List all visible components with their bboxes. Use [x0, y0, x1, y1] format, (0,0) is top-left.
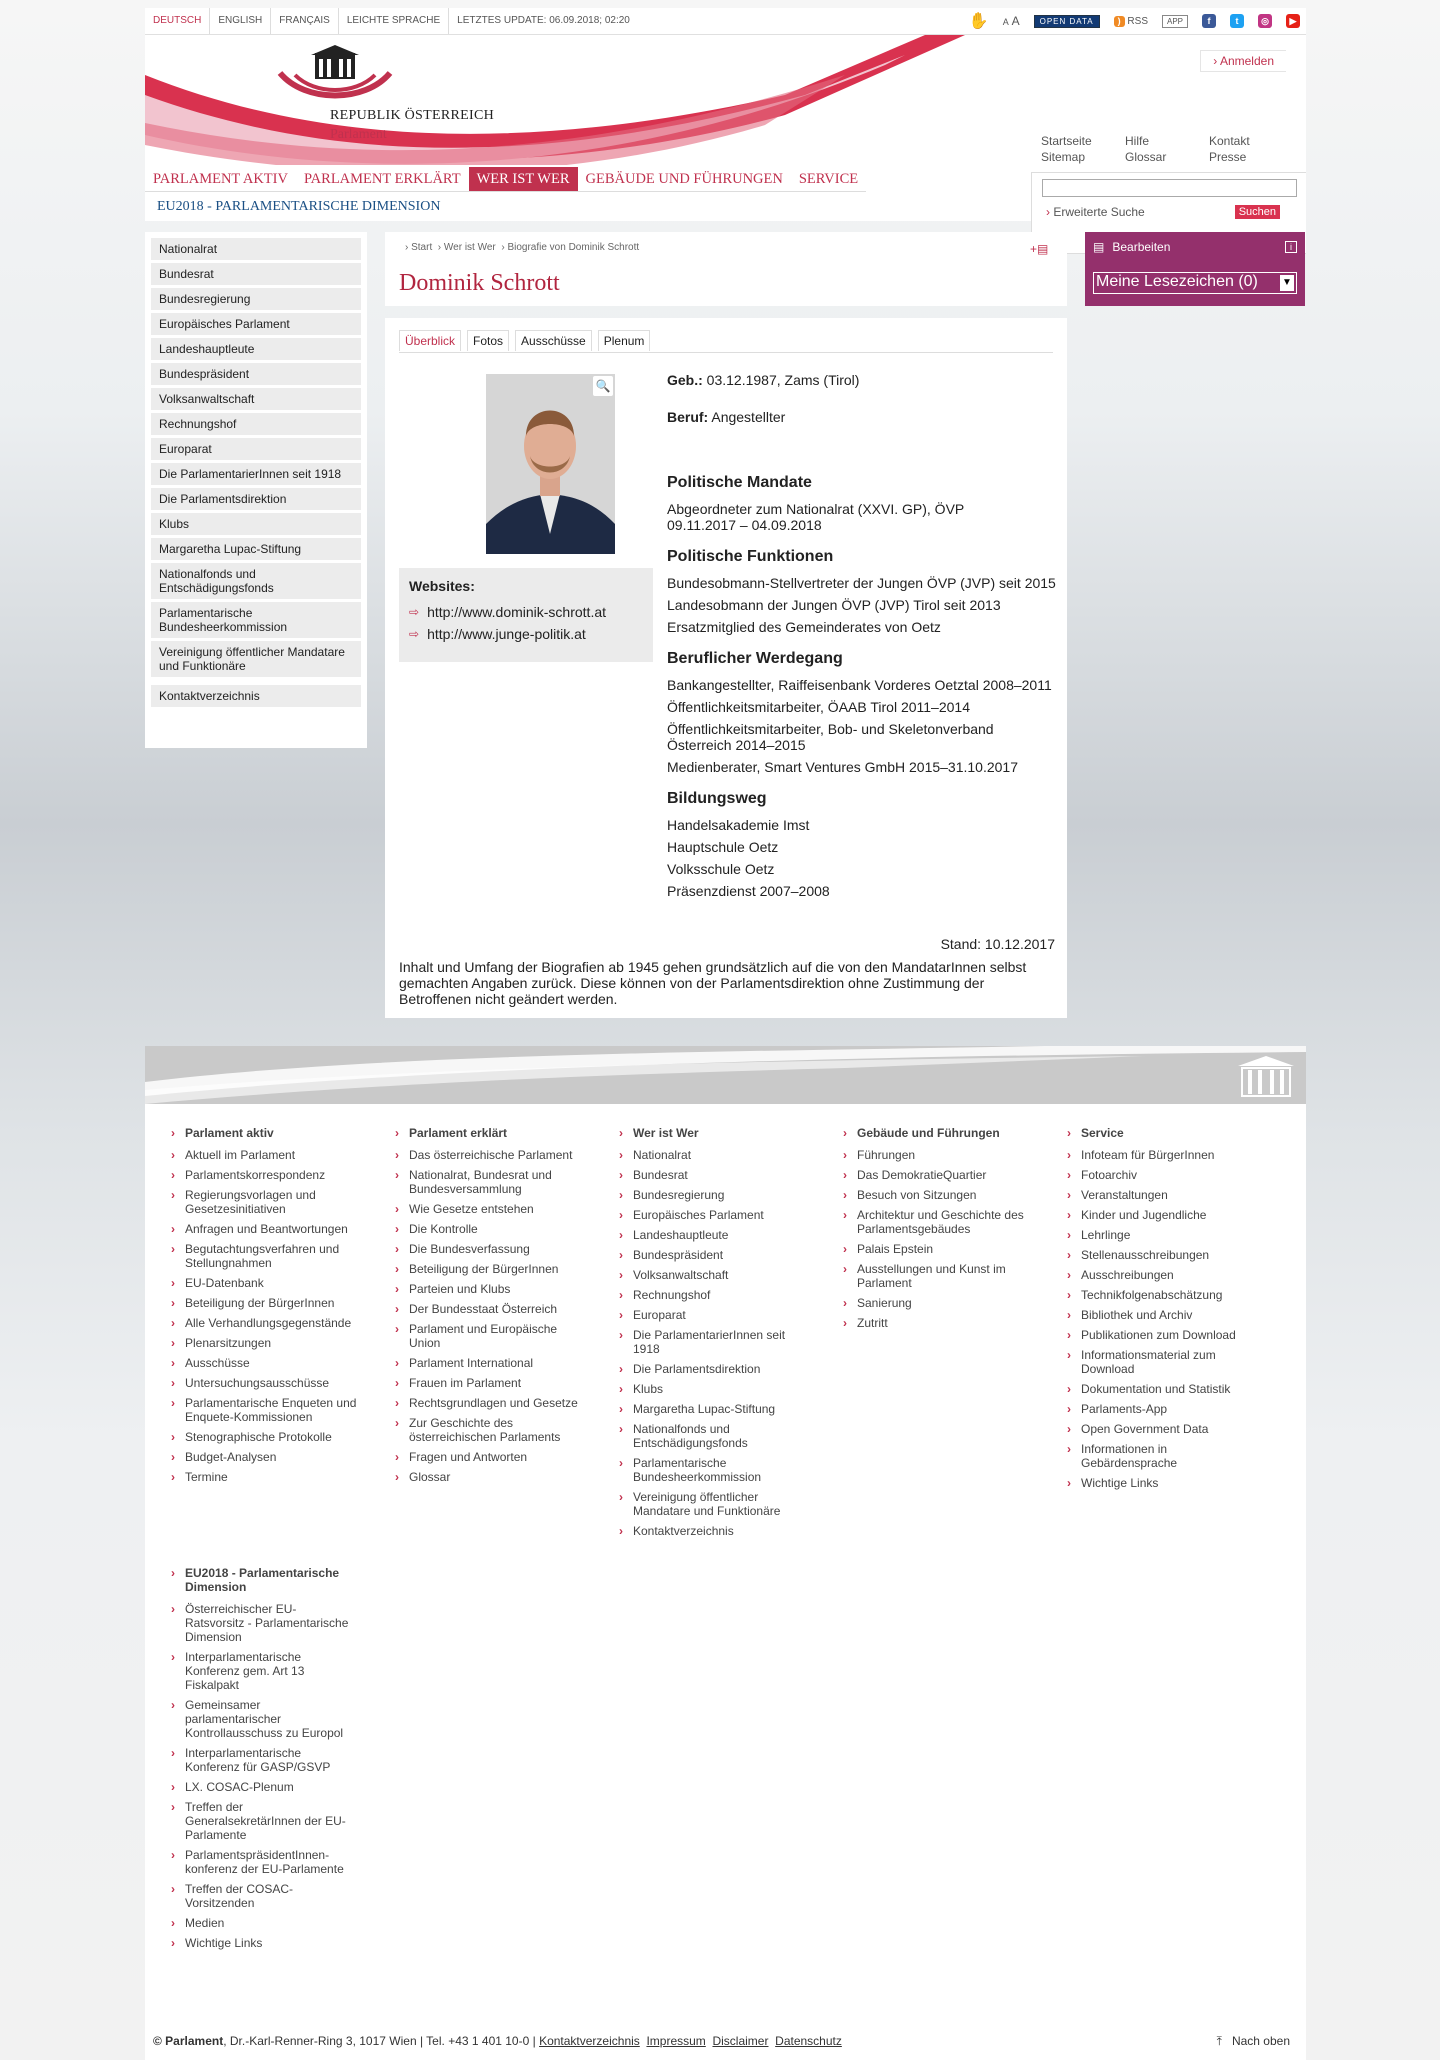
brand-title: REPUBLIK ÖSTERREICH — [330, 108, 494, 123]
search-input[interactable] — [1042, 179, 1297, 197]
app-link[interactable]: APP — [1162, 15, 1188, 28]
footer-link-disclaimer[interactable]: Disclaimer — [712, 2034, 769, 2048]
nav-gebaeude-fuehrungen[interactable]: GEBÄUDE UND FÜHRUNGEN — [585, 171, 783, 187]
footer-link-kontaktverzeichnis[interactable]: Kontaktverzeichnis — [539, 2034, 640, 2048]
footer-link[interactable]: › Open Government Data — [1061, 1422, 1261, 1436]
info-icon[interactable]: i — [1285, 241, 1297, 253]
footer-link[interactable]: › Parlament International — [389, 1356, 589, 1370]
address: , Dr.-Karl-Renner-Ring 3, 1017 Wien | Tel. +43 1 401 10-0 | — [223, 2034, 536, 2048]
sidebar-item-vereinigung[interactable]: Vereinigung öffentlicher Mandatare und Funktionäre — [151, 641, 361, 677]
sidebar-item-parlamentsdirektion[interactable]: Die Parlamentsdirektion — [151, 488, 361, 510]
portrait-photo[interactable] — [486, 374, 615, 554]
main-navigation — [145, 167, 866, 192]
birth-value: 03.12.1987, Zams (Tirol) — [706, 372, 860, 388]
section-heading: Beruflicher Werdegang — [667, 650, 843, 667]
font-small-button[interactable]: A — [1002, 17, 1009, 27]
rss-icon: ) — [1114, 16, 1125, 27]
lang-deutsch[interactable]: DEUTSCH — [145, 8, 210, 34]
lang-leichte-sprache[interactable]: LEICHTE SPRACHE — [339, 8, 449, 34]
lang-english[interactable]: ENGLISH — [210, 8, 271, 34]
footer-column — [389, 1126, 589, 1490]
job-label: Beruf: — [667, 409, 709, 425]
copyright: © Parlament — [153, 2034, 224, 2048]
sidebar-item-klubs[interactable]: Klubs — [151, 513, 361, 535]
login-link[interactable] — [1200, 50, 1286, 72]
footer-link[interactable]: › Landeshauptleute — [613, 1228, 813, 1242]
footer-link[interactable]: › ParlamentspräsidentInnen-konferenz der EU-Parlamente — [165, 1848, 355, 1876]
sidebar-item-volksanwaltschaft[interactable]: Volksanwaltschaft — [151, 388, 361, 410]
footer-column-eu2018 — [165, 1566, 355, 1956]
chevron-right-icon: › — [1213, 54, 1218, 68]
job-info — [667, 409, 1059, 425]
section-heading: Bildungsweg — [667, 790, 767, 807]
external-link-icon: ⇨ — [409, 605, 420, 619]
birth-info — [667, 372, 1059, 388]
sidebar-item-europaeisches-parlament[interactable]: Europäisches Parlament — [151, 313, 361, 335]
tab-ausschuesse[interactable]: Ausschüsse — [515, 330, 592, 351]
nav-parlament-erklaert[interactable]: PARLAMENT ERKLÄRT — [303, 171, 461, 187]
websites-heading: Websites: — [409, 578, 475, 594]
sidebar-item-rechnungshof[interactable]: Rechnungshof — [151, 413, 361, 435]
brand-subtitle: Parlament — [330, 127, 387, 142]
footer-link[interactable]: › Ausstellungen und Kunst im Parlament — [837, 1262, 1037, 1290]
login-label: Anmelden — [1219, 54, 1274, 68]
nav-eu2018[interactable]: EU2018 - PARLAMENTARISCHE DIMENSION — [157, 199, 441, 214]
quick-links — [1041, 133, 1293, 165]
footer-link[interactable]: › Informationsmaterial zum Download — [1061, 1348, 1261, 1376]
footer-link[interactable]: › Fotoarchiv — [1061, 1168, 1261, 1182]
job-value: Angestellter — [711, 409, 786, 425]
zoom-icon[interactable]: 🔍 — [593, 376, 613, 396]
parliament-logo-icon — [275, 43, 395, 113]
footer-link[interactable]: › Wichtige Links — [165, 1936, 355, 1950]
language-switcher — [145, 8, 638, 34]
site-footer — [145, 1046, 1306, 2060]
section-item: Handelsakademie Imst — [667, 817, 810, 833]
footer-link[interactable]: › Termine — [165, 1470, 365, 1484]
top-bar — [145, 8, 1306, 35]
footer-link[interactable]: › Nationalrat — [613, 1148, 813, 1162]
footer-link[interactable]: › Bundesrat — [613, 1168, 813, 1182]
edit-label: Bearbeiten — [1112, 240, 1171, 254]
print-icon[interactable]: +▤ — [1030, 242, 1049, 256]
nav-wer-ist-wer[interactable]: WER IST WER — [469, 167, 578, 191]
open-data-link[interactable]: OPEN DATA — [1034, 15, 1100, 28]
tab-bar — [399, 330, 650, 351]
section-item: Abgeordneter zum Nationalrat (XXVI. GP), ÖVP 09.11.2017 – 04.09.2018 — [667, 501, 964, 533]
breadcrumb: › Start › Wer ist Wer › Biografie von Dominik Schrott — [405, 242, 640, 253]
footer-link[interactable]: › Kinder und Jugendliche — [1061, 1208, 1261, 1222]
footer-link[interactable]: › Aktuell im Parlament — [165, 1148, 365, 1162]
footer-column-heading[interactable]: › Parlament erklärt — [389, 1126, 589, 1140]
sidebar-item-nationalfonds[interactable]: Nationalfonds und Entschädigungsfonds — [151, 563, 361, 599]
footer-link[interactable]: › Die ParlamentarierInnen seit 1918 — [613, 1328, 813, 1356]
twitter-icon[interactable]: t — [1230, 14, 1244, 28]
footer-link[interactable]: › Untersuchungsausschüsse — [165, 1376, 365, 1390]
footer-link[interactable]: › Zur Geschichte des österreichischen Parlaments — [389, 1416, 589, 1444]
footer-link[interactable]: › Beteiligung der BürgerInnen — [165, 1296, 365, 1310]
footer-link[interactable]: › Lehrlinge — [1061, 1228, 1261, 1242]
section-item: Hauptschule Oetz — [667, 839, 779, 855]
footer-link-datenschutz[interactable]: Datenschutz — [775, 2034, 842, 2048]
font-size-controls — [1003, 14, 1020, 28]
footer-link[interactable]: › Sanierung — [837, 1296, 1037, 1310]
biography-note: Inhalt und Umfang der Biografien ab 1945 gehen grundsätzlich auf die von den MandatarInnen selbst gemachten Angaben zurück. Diese können von der Parlamentsdirektion ohne Zustimmung der Betroffenen nicht geändert werden. — [399, 959, 1027, 1007]
link-hilfe[interactable]: Hilfe — [1125, 134, 1150, 148]
sidebar-item-lupac-stiftung[interactable]: Margaretha Lupac-Stiftung — [151, 538, 361, 560]
footer-link[interactable]: › Glossar — [389, 1470, 589, 1484]
section-item: Volksschule Oetz — [667, 861, 775, 877]
edit-link[interactable] — [1093, 238, 1297, 256]
footer-link[interactable]: › Veranstaltungen — [1061, 1188, 1261, 1202]
instagram-icon[interactable]: ◎ — [1258, 14, 1272, 28]
sidebar-item-bundespraesident[interactable]: Bundespräsident — [151, 363, 361, 385]
footer-link[interactable]: › Stellenausschreibungen — [1061, 1248, 1261, 1262]
section-item: Medienberater, Smart Ventures GmbH 2015–31.10.2017 — [667, 759, 1018, 775]
document-icon: ▤ — [1093, 240, 1105, 254]
section-heading: Politische Funktionen — [667, 548, 834, 565]
footer-link[interactable]: › Beteiligung der BürgerInnen — [389, 1262, 589, 1276]
footer-link[interactable]: › Ausschüsse — [165, 1356, 365, 1370]
section-item: Ersatzmitglied des Gemeinderates von Oetz — [667, 619, 941, 635]
footer-column-heading[interactable]: › Service — [1061, 1126, 1261, 1140]
footer-link[interactable]: › Plenarsitzungen — [165, 1336, 365, 1350]
font-large-button[interactable]: A — [1011, 14, 1020, 28]
footer-link[interactable]: › Informationen in Gebärdensprache — [1061, 1442, 1261, 1470]
sidebar-item-kontaktverzeichnis[interactable]: Kontaktverzeichnis — [151, 685, 361, 707]
section-item: Öffentlichkeitsmitarbeiter, Bob- und Skeletonverband Österreich 2014–2015 — [667, 721, 994, 753]
sidebar-item-nationalrat[interactable]: Nationalrat — [151, 238, 361, 260]
external-link-icon: ⇨ — [409, 627, 420, 641]
footer-link[interactable]: › Österreichischer EU-Ratsvorsitz - Parlamentarische Dimension — [165, 1602, 355, 1644]
footer-column-heading[interactable]: › Wer ist Wer — [613, 1126, 813, 1140]
footer-link[interactable]: › Architektur und Geschichte des Parlamentsgebäudes — [837, 1208, 1037, 1236]
link-startseite[interactable]: Startseite — [1041, 134, 1092, 148]
footer-link[interactable]: › Publikationen zum Download — [1061, 1328, 1261, 1342]
section-item: Öffentlichkeitsmitarbeiter, ÖAAB Tirol 2011–2014 — [667, 699, 970, 715]
footer-link[interactable]: › Nationalrat, Bundesrat und Bundesversammlung — [389, 1168, 589, 1196]
sign-language-icon[interactable]: ✋ — [968, 13, 989, 30]
footer-column — [613, 1126, 813, 1544]
footer-link[interactable]: › Treffen der COSAC-Vorsitzenden — [165, 1882, 355, 1910]
footer-link[interactable]: › Bibliothek und Archiv — [1061, 1308, 1261, 1322]
footer-column-heading[interactable]: › Gebäude und Führungen — [837, 1126, 1037, 1140]
footer-link[interactable]: › Bundesregierung — [613, 1188, 813, 1202]
page-title: Dominik Schrott — [399, 270, 560, 296]
website-url: http://www.dominik-schrott.at — [427, 604, 607, 620]
sidebar-item-europarat[interactable]: Europarat — [151, 438, 361, 460]
footer-link[interactable]: › Europäisches Parlament — [613, 1208, 813, 1222]
footer-link[interactable]: › Frauen im Parlament — [389, 1376, 589, 1390]
advanced-search-link[interactable] — [1046, 205, 1145, 219]
sidebar-item-bundesrat[interactable]: Bundesrat — [151, 263, 361, 285]
link-kontakt[interactable]: Kontakt — [1209, 134, 1250, 148]
websites-box — [399, 568, 653, 662]
youtube-icon[interactable]: ▶ — [1286, 14, 1300, 28]
footer-column — [1061, 1126, 1261, 1496]
footer-link[interactable]: › Regierungsvorlagen und Gesetzesinitiativen — [165, 1188, 365, 1216]
footer-link-impressum[interactable]: Impressum — [646, 2034, 706, 2048]
lang-francais[interactable]: FRANÇAIS — [271, 8, 339, 34]
breadcrumb-wer-ist-wer[interactable]: Wer ist Wer — [443, 242, 496, 253]
footer-link[interactable]: › Parlamentarische Enqueten und Enquete-Kommissionen — [165, 1396, 365, 1424]
section-item: Bundesobmann-Stellvertreter der Jungen ÖVP (JVP) seit 2015 — [667, 575, 1056, 591]
footer-column-heading[interactable]: › Parlament aktiv — [165, 1126, 365, 1140]
section-item: Landesobmann der Jungen ÖVP (JVP) Tirol seit 2013 — [667, 597, 1001, 613]
footer-link[interactable]: › Ausschreibungen — [1061, 1268, 1261, 1282]
top-utilities — [969, 8, 1300, 34]
website-url: http://www.junge-politik.at — [427, 626, 586, 642]
sidebar-item-bundesregierung[interactable]: Bundesregierung — [151, 288, 361, 310]
footer-link[interactable]: › Gemeinsamer parlamentarischer Kontrollausschuss zu Europol — [165, 1698, 355, 1740]
tab-divider — [399, 352, 1053, 353]
footer-link[interactable]: › Kontaktverzeichnis — [613, 1524, 813, 1538]
footer-link[interactable]: › Der Bundesstaat Österreich — [389, 1302, 589, 1316]
footer-link[interactable]: › Wie Gesetze entstehen — [389, 1202, 589, 1216]
footer-link[interactable]: › Wichtige Links — [1061, 1476, 1261, 1490]
footer-column-heading[interactable]: › EU2018 - Parlamentarische Dimension — [165, 1566, 355, 1594]
nav-service[interactable]: SERVICE — [798, 171, 859, 187]
user-tools-box — [1085, 232, 1305, 306]
birth-label: Geb.: — [667, 372, 703, 388]
section-heading: Politische Mandate — [667, 474, 812, 491]
footer-link[interactable]: › Klubs — [613, 1382, 813, 1396]
biography-text — [667, 372, 1059, 905]
chevron-down-icon: ▼ — [1280, 275, 1294, 291]
footer-link[interactable]: › Zutritt — [837, 1316, 1037, 1330]
stand-date: Stand: 10.12.2017 — [940, 936, 1055, 952]
footer-link[interactable]: › Die Bundesverfassung — [389, 1242, 589, 1256]
nav-parlament-aktiv[interactable]: PARLAMENT AKTIV — [153, 171, 288, 187]
footer-link[interactable]: › Alle Verhandlungsgegenstände — [165, 1316, 365, 1330]
footer-link[interactable]: › Parlamentskorrespondenz — [165, 1168, 365, 1182]
site-header — [145, 35, 1306, 221]
footer-link[interactable]: › Margaretha Lupac-Stiftung — [613, 1402, 813, 1416]
bookmarks-select[interactable] — [1093, 272, 1297, 294]
footer-link[interactable]: › Technikfolgenabschätzung — [1061, 1288, 1261, 1302]
footer-link[interactable]: › Infoteam für BürgerInnen — [1061, 1148, 1261, 1162]
footer-swoosh-graphic — [145, 1046, 1306, 1104]
rss-label: RSS — [1127, 15, 1148, 27]
footer-link[interactable]: › Dokumentation und Statistik — [1061, 1382, 1261, 1396]
footer-link[interactable]: › Das österreichische Parlament — [389, 1148, 589, 1162]
footer-link[interactable]: › Parlament und Europäische Union — [389, 1322, 589, 1350]
footer-link[interactable]: › LX. COSAC-Plenum — [165, 1780, 355, 1794]
footer-link[interactable]: › Fragen und Antworten — [389, 1450, 589, 1464]
footer-link[interactable]: › Rechtsgrundlagen und Gesetze — [389, 1396, 589, 1410]
footer-link[interactable]: › Nationalfonds und Entschädigungsfonds — [613, 1422, 813, 1450]
website-link[interactable] — [409, 626, 643, 642]
breadcrumb-start[interactable]: Start — [411, 242, 433, 253]
back-to-top-label: Nach oben — [1231, 2034, 1290, 2048]
footer-link[interactable]: › Begutachtungsverfahren und Stellungnahmen — [165, 1242, 365, 1270]
chevron-right-icon: › — [1046, 205, 1050, 219]
link-presse[interactable]: Presse — [1209, 150, 1247, 164]
section-item: Präsenzdienst 2007–2008 — [667, 883, 830, 899]
biography-panel — [385, 318, 1067, 1018]
footer-link[interactable]: › Parteien und Klubs — [389, 1282, 589, 1296]
sidebar-item-bundesheerkommission[interactable]: Parlamentarische Bundesheerkommission — [151, 602, 361, 638]
rss-link[interactable] — [1114, 16, 1148, 27]
search-button[interactable]: Suchen — [1235, 205, 1280, 219]
footer-link[interactable]: › Interparlamentarische Konferenz für GASP/GSVP — [165, 1746, 355, 1774]
bookmarks-label: Meine Lesezeichen (0) — [1096, 273, 1258, 290]
tab-fotos[interactable]: Fotos — [467, 330, 509, 351]
back-to-top-link[interactable] — [1217, 2034, 1290, 2049]
footer-link[interactable]: › Führungen — [837, 1148, 1037, 1162]
footer-link[interactable]: › Vereinigung öffentlicher Mandatare und Funktionäre — [613, 1490, 813, 1518]
footer-link[interactable]: › Parlaments-App — [1061, 1402, 1261, 1416]
footer-link[interactable]: › Das DemokratieQuartier — [837, 1168, 1037, 1182]
section-item: Bankangestellter, Raiffeisenbank Vorderes Oetztal 2008–2011 — [667, 677, 1052, 693]
footer-link[interactable]: › Medien — [165, 1916, 355, 1930]
advanced-search-label: Erweiterte Suche — [1053, 205, 1145, 219]
arrow-up-icon: ⤒ — [1216, 2034, 1222, 2048]
footer-link[interactable]: › Europarat — [613, 1308, 813, 1322]
footer-link[interactable]: › Budget-Analysen — [165, 1450, 365, 1464]
sidebar — [145, 232, 367, 748]
breadcrumb-current: Biografie von Dominik Schrott — [507, 242, 640, 253]
footer-link[interactable]: › Interparlamentarische Konferenz gem. Art 13 Fiskalpakt — [165, 1650, 355, 1692]
last-update: LETZTES UPDATE: 06.09.2018; 02:20 — [457, 15, 630, 26]
footer-column — [837, 1126, 1037, 1336]
link-glossar[interactable]: Glossar — [1125, 150, 1167, 164]
website-link[interactable] — [409, 604, 643, 620]
footer-link[interactable]: › Die Parlamentsdirektion — [613, 1362, 813, 1376]
footer-link[interactable]: › Die Kontrolle — [389, 1222, 589, 1236]
footer-bottom — [153, 2034, 842, 2048]
link-sitemap[interactable]: Sitemap — [1041, 150, 1086, 164]
title-box — [385, 232, 1067, 306]
footer-link[interactable]: › Anfragen und Beantwortungen — [165, 1222, 365, 1236]
footer-link[interactable]: › Bundespräsident — [613, 1248, 813, 1262]
footer-link[interactable]: › Rechnungshof — [613, 1288, 813, 1302]
sidebar-item-parlamentarierinnen[interactable]: Die ParlamentarierInnen seit 1918 — [151, 463, 361, 485]
tab-plenum[interactable]: Plenum — [598, 330, 651, 351]
footer-link[interactable]: › Parlamentarische Bundesheerkommission — [613, 1456, 813, 1484]
footer-link[interactable]: › Besuch von Sitzungen — [837, 1188, 1037, 1202]
facebook-icon[interactable]: f — [1202, 14, 1216, 28]
tab-ueberblick[interactable]: Überblick — [399, 330, 461, 351]
footer-link[interactable]: › EU-Datenbank — [165, 1276, 365, 1290]
footer-link[interactable]: › Stenographische Protokolle — [165, 1430, 365, 1444]
footer-link[interactable]: › Palais Epstein — [837, 1242, 1037, 1256]
footer-link[interactable]: › Volksanwaltschaft — [613, 1268, 813, 1282]
footer-link[interactable]: › Treffen der GeneralsekretärInnen der EU-Parlamente — [165, 1800, 355, 1842]
footer-column — [165, 1126, 365, 1490]
sidebar-item-landeshauptleute[interactable]: Landeshauptleute — [151, 338, 361, 360]
